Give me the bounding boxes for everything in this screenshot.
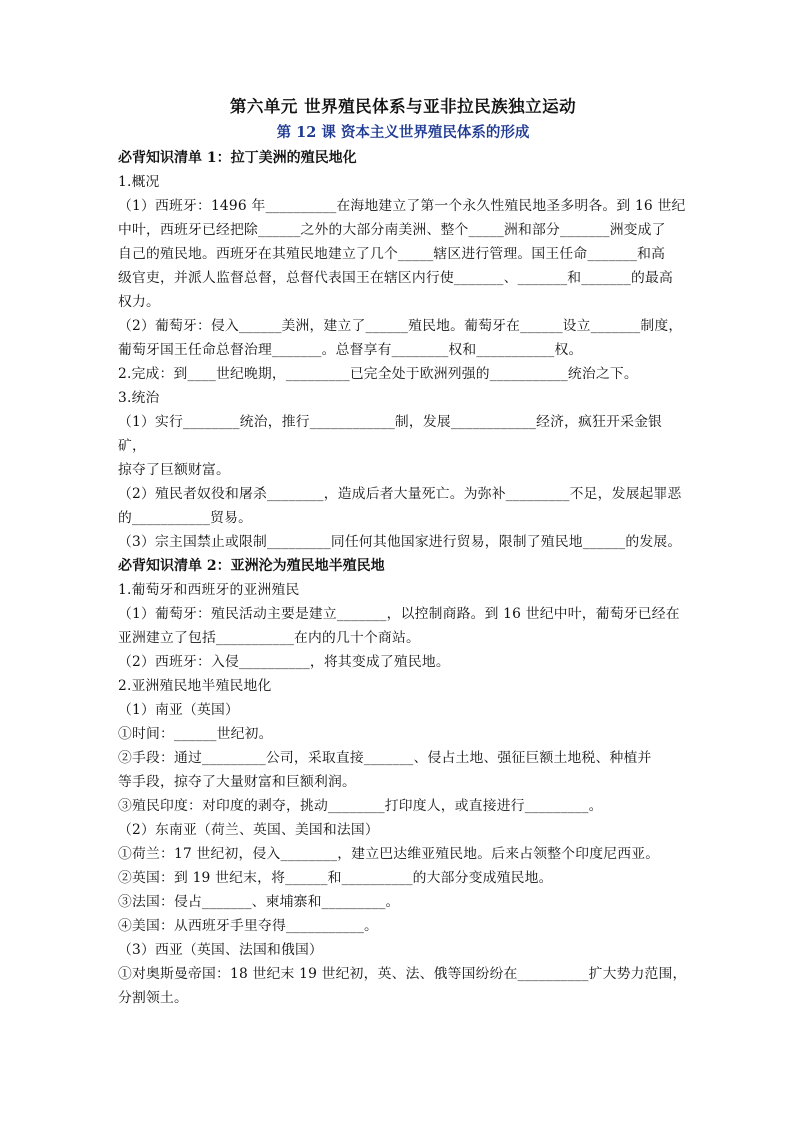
text-line: ②英国：到 19 世纪末，将______和__________的大部分变成殖民地。 <box>118 870 553 886</box>
text-line: （2）东南亚（荷兰、英国、美国和法国） <box>118 822 379 838</box>
text-line: （2）西班牙：入侵__________，将其变成了殖民地。 <box>118 654 450 670</box>
text-line: （1）实行________统治，推行____________制，发展____________经济，疯狂开采金银矿， <box>118 414 663 454</box>
text-line: 级官吏，并派人监督总督，总督代表国王在辖区内行使_______、_______和_______的最高 <box>118 270 673 286</box>
text-line: （1）葡萄牙：殖民活动主要是建立_______，以控制商路。到 16 世纪中叶，葡萄牙已经在 <box>118 606 680 622</box>
text-line: （3）宗主国禁止或限制_________同任何其他国家进行贸易，限制了殖民地______的发展。 <box>118 534 682 550</box>
lesson-title: 第 12 课 资本主义世界殖民体系的形成 <box>276 124 530 141</box>
text-line: 葡萄牙国王任命总督治理_______。总督享有________权和___________权。 <box>118 342 583 358</box>
text-line: ③法国：侵占_______、柬埔寨和_________。 <box>118 894 400 910</box>
text-line: 1.概况 <box>118 174 160 190</box>
text-line: （3）西亚（英国、法国和俄国） <box>118 942 323 958</box>
text-line: 3.统治 <box>118 390 160 406</box>
text-line: （1）西班牙：1496 年__________在海地建立了第一个永久性殖民地圣多明各。到 16 世纪 <box>118 198 686 214</box>
text-line: 分割领土。 <box>118 990 188 1006</box>
text-line: 2.亚洲殖民地半殖民地化 <box>118 678 272 694</box>
text-line: 中叶，西班牙已经把除______之外的大部分南美洲、整个_____洲和部分_______洲变成了 <box>118 222 666 238</box>
text-line: 的___________贸易。 <box>118 510 253 526</box>
document-body <box>118 146 688 1010</box>
text-line: ①对奥斯曼帝国：18 世纪末 19 世纪初，英、法、俄等国纷纷在__________扩大势力范围， <box>118 966 687 982</box>
text-line: 等手段，掠夺了大量财富和巨额利润。 <box>118 774 356 790</box>
text-line: 2.完成：到____世纪晚期，_________已完全处于欧洲列强的___________统治之下。 <box>118 366 638 382</box>
text-line: 1.葡萄牙和西班牙的亚洲殖民 <box>118 582 300 598</box>
text-line: ③殖民印度：对印度的剥夺，挑动________打印度人，或直接进行_________。 <box>118 798 603 814</box>
unit-title: 第六单元 世界殖民体系与亚非拉民族独立运动 <box>229 97 577 116</box>
text-line: 自己的殖民地。西班牙在其殖民地建立了几个_____辖区进行管理。国王任命_______和高 <box>118 246 666 262</box>
text-line: ②手段：通过_________公司，采取直接_______、侵占土地、强征巨额土地税、种植并 <box>118 750 652 766</box>
text-line: （2）葡萄牙：侵入______美洲，建立了______殖民地。葡萄牙在______设立_______制度， <box>118 318 683 334</box>
document-page <box>118 96 688 1010</box>
text-line: ④美国：从西班牙手里夺得___________。 <box>118 918 379 934</box>
text-line: 亚洲建立了包括___________在内的几十个商站。 <box>118 630 421 646</box>
section-heading: 必背知识清单 1：拉丁美洲的殖民地化 <box>118 150 357 166</box>
text-line: （1）南亚（英国） <box>118 702 239 718</box>
text-line: 掠夺了巨额财富。 <box>118 462 230 478</box>
text-line: ①荷兰：17 世纪初，侵入________，建立巴达维亚殖民地。后来占领整个印度尼西亚。 <box>118 846 660 862</box>
section-heading: 必背知识清单 2：亚洲沦为殖民地半殖民地 <box>118 558 385 574</box>
text-line: ①时间：______世纪初。 <box>118 726 273 742</box>
text-line: 权力。 <box>118 294 160 310</box>
text-line: （2）殖民者奴役和屠杀________，造成后者大量死亡。为弥补_________不足，发展起罪恶 <box>118 486 682 502</box>
